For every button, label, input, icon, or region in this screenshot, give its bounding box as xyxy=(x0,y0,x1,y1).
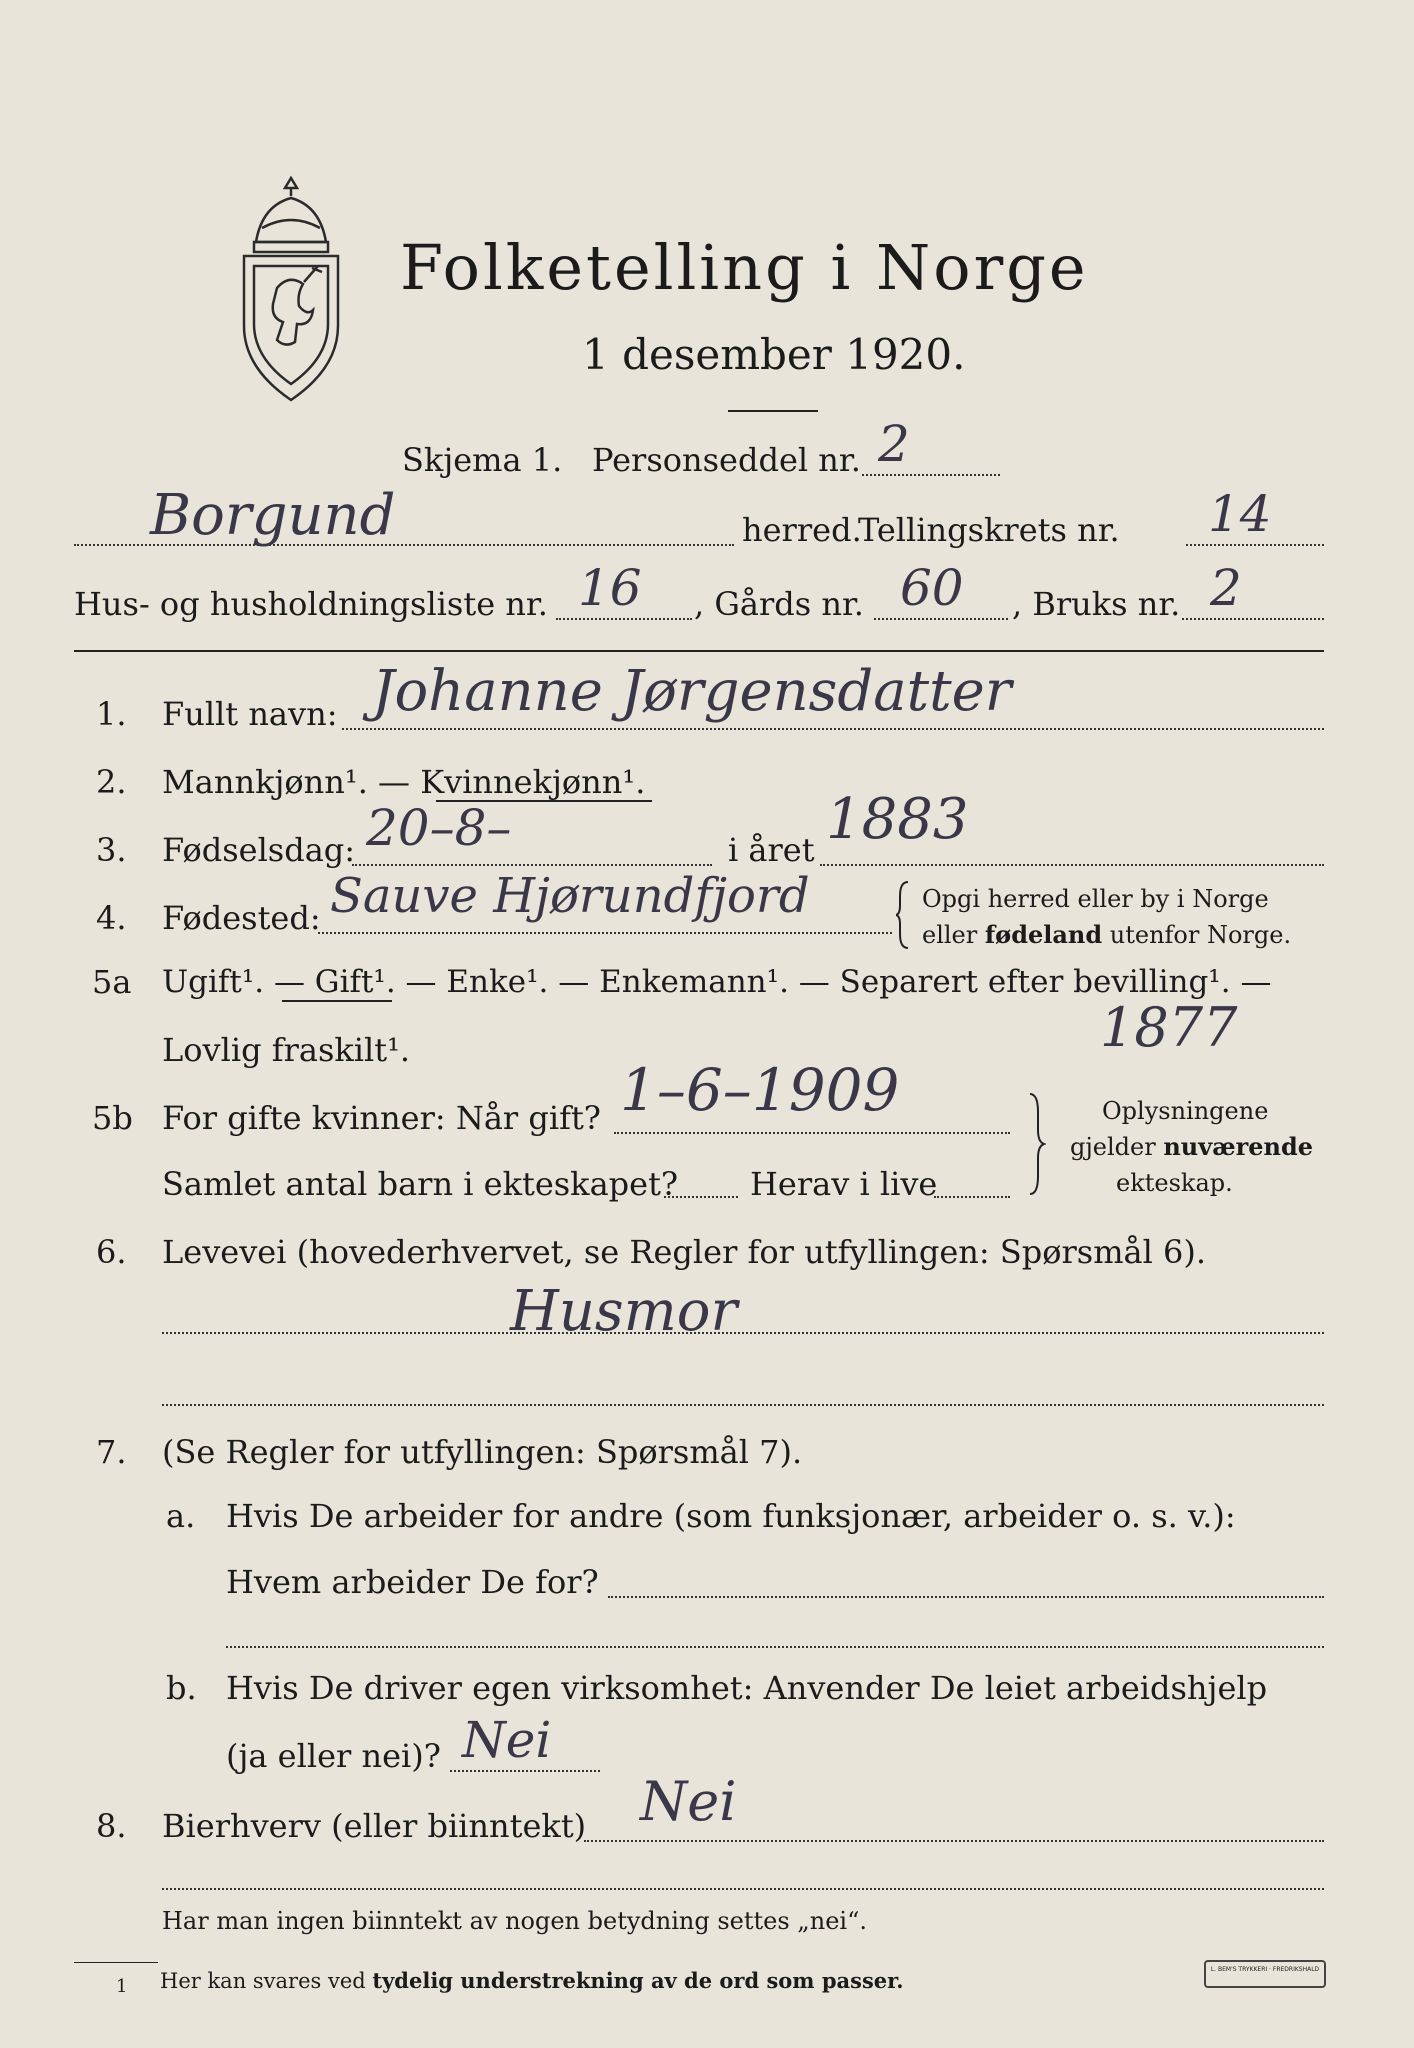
header-separator xyxy=(74,650,1324,652)
herred-value: Borgund xyxy=(150,483,396,548)
bruks-label: , Bruks nr. xyxy=(1012,585,1181,623)
q5b-note-line2 xyxy=(1070,1132,1313,1162)
q4-value: Sauve Hjørundfjord xyxy=(330,868,810,924)
q3-value: 20–8– xyxy=(366,799,512,857)
husliste-value: 16 xyxy=(578,559,642,617)
q5a-label-2: Lovlig fraskilt¹. xyxy=(162,1031,411,1069)
q5a-label: Ugift¹. — Gift¹. — Enke¹. — Enkemann¹. — Separert efter bevilling¹. — xyxy=(162,964,1272,1000)
q7a-label: Hvis De arbeider for andre (som funksjonær, arbeider o. s. v.): xyxy=(226,1497,1236,1535)
q5a-number: 5a xyxy=(92,963,132,1001)
tellingskrets-value: 14 xyxy=(1208,485,1272,543)
q7a-letter: a. xyxy=(166,1497,196,1535)
printer-stamp xyxy=(1204,1960,1326,1988)
q7b-line xyxy=(450,1770,600,1772)
q4-note-line1: Opgi herred eller by i Norge xyxy=(922,885,1269,913)
q5a-gift-underline xyxy=(282,1000,392,1002)
personseddel-line xyxy=(862,474,1000,476)
q5b-note-nuvaerende: nuværende xyxy=(1163,1132,1314,1161)
q5b-ilive-line xyxy=(934,1196,1010,1198)
q5b-brace xyxy=(1026,1092,1046,1196)
q4-note-fodeland: fødeland xyxy=(984,920,1103,949)
q8-number: 8. xyxy=(96,1807,127,1845)
gards-label: , Gårds nr. xyxy=(694,585,864,623)
q8-value: Nei xyxy=(640,1770,737,1833)
q8-line xyxy=(584,1840,1324,1842)
q7a-line-1 xyxy=(608,1596,1324,1598)
tellingskrets-label: Tellingskrets nr. xyxy=(858,511,1120,549)
q3-year-label: i året xyxy=(728,831,815,869)
q4-note-line2 xyxy=(922,920,1291,950)
gards-line xyxy=(874,618,1008,620)
q1-number: 1. xyxy=(96,695,127,733)
q6-label: Levevei (hovederhvervet, se Regler for utfyllingen: Spørsmål 6). xyxy=(162,1233,1207,1271)
q3-line xyxy=(352,864,712,866)
q2-number: 2. xyxy=(96,763,127,801)
q7b-label: Hvis De driver egen virksomhet: Anvender De leiet arbeidshjelp xyxy=(226,1669,1268,1707)
q4-label: Fødested: xyxy=(162,899,321,937)
q3-label: Fødselsdag: xyxy=(162,831,356,869)
q3-year-value: 1883 xyxy=(826,787,969,852)
q7b-value: Nei xyxy=(462,1711,552,1769)
title-divider xyxy=(728,410,818,412)
q5b-number: 5b xyxy=(92,1099,133,1137)
q7b-label-2: (ja eller nei)? xyxy=(226,1737,441,1775)
husliste-label: Hus- og husholdningsliste nr. xyxy=(74,585,548,623)
q7a-line-2 xyxy=(226,1646,1324,1648)
footnote-text-a: Her kan svares ved xyxy=(160,1969,373,1993)
q5b-barn-line xyxy=(664,1196,738,1198)
personseddel-value: 2 xyxy=(878,415,910,473)
footnote-rule xyxy=(74,1962,158,1963)
q5b-value: 1–6–1909 xyxy=(620,1056,900,1124)
q5b-label: For gifte kvinner: Når gift? xyxy=(162,1099,601,1137)
q1-label: Fullt navn: xyxy=(162,695,338,733)
q1-value: Johanne Jørgensdatter xyxy=(372,659,1012,724)
footnote-number: 1 xyxy=(116,1976,128,1997)
q6-value: Husmor xyxy=(510,1279,738,1344)
q5b-label-2: Samlet antal barn i ekteskapet? xyxy=(162,1165,679,1203)
q4-brace xyxy=(896,880,912,950)
coat-of-arms-icon xyxy=(232,172,350,408)
q4-note-utenfor: utenfor Norge. xyxy=(1102,921,1292,949)
bruks-line xyxy=(1182,618,1324,620)
skjema-label: Skjema 1. xyxy=(402,441,563,479)
form-title: Folketelling i Norge xyxy=(400,231,1089,304)
q6-line-2 xyxy=(162,1404,1324,1406)
q5b-label-3: Herav i live xyxy=(750,1165,938,1203)
q7b-letter: b. xyxy=(166,1669,197,1707)
q4-number: 4. xyxy=(96,899,127,937)
bruks-value: 2 xyxy=(1210,559,1242,617)
footnote-text xyxy=(160,1966,904,1996)
q1-line xyxy=(342,728,1324,730)
q5b-note-line3: ekteskap. xyxy=(1116,1169,1233,1197)
q2-label: Mannkjønn¹. — Kvinnekjønn¹. xyxy=(162,763,646,801)
q3-number: 3. xyxy=(96,831,127,869)
census-date: 1 desember 1920. xyxy=(582,330,966,379)
printer-stamp-text: L. BEM'S TRYKKERI · FREDRIKSHALD xyxy=(1210,1966,1320,1973)
q5a-margin-year: 1877 xyxy=(1100,996,1238,1059)
husliste-line xyxy=(556,618,692,620)
q8-label: Bierhverv (eller biinntekt) xyxy=(162,1807,587,1845)
q4-line xyxy=(318,932,892,934)
footnote-text-b: tydelig understrekning av de ord som passer. xyxy=(372,1968,904,1993)
footer-note: Har man ingen biinntekt av nogen betydning settes „nei“. xyxy=(162,1907,867,1935)
tellingskrets-line xyxy=(1186,544,1324,546)
q5b-note-line1: Oplysningene xyxy=(1102,1097,1269,1125)
personseddel-label: Personseddel nr. xyxy=(592,441,861,479)
q6-number: 6. xyxy=(96,1233,127,1271)
q6-line-1 xyxy=(162,1332,1324,1334)
q7-label: (Se Regler for utfyllingen: Spørsmål 7). xyxy=(162,1433,803,1471)
q5b-line xyxy=(614,1132,1010,1134)
gards-value: 60 xyxy=(900,559,964,617)
q8-line-2 xyxy=(162,1888,1324,1890)
q7-number: 7. xyxy=(96,1433,127,1471)
q3-year-line xyxy=(820,864,1324,866)
q4-note-eller: eller xyxy=(922,921,985,949)
q7a-label-2: Hvem arbeider De for? xyxy=(226,1563,599,1601)
q5b-note-gjelder: gjelder xyxy=(1070,1133,1164,1161)
herred-label: herred. xyxy=(742,511,862,549)
